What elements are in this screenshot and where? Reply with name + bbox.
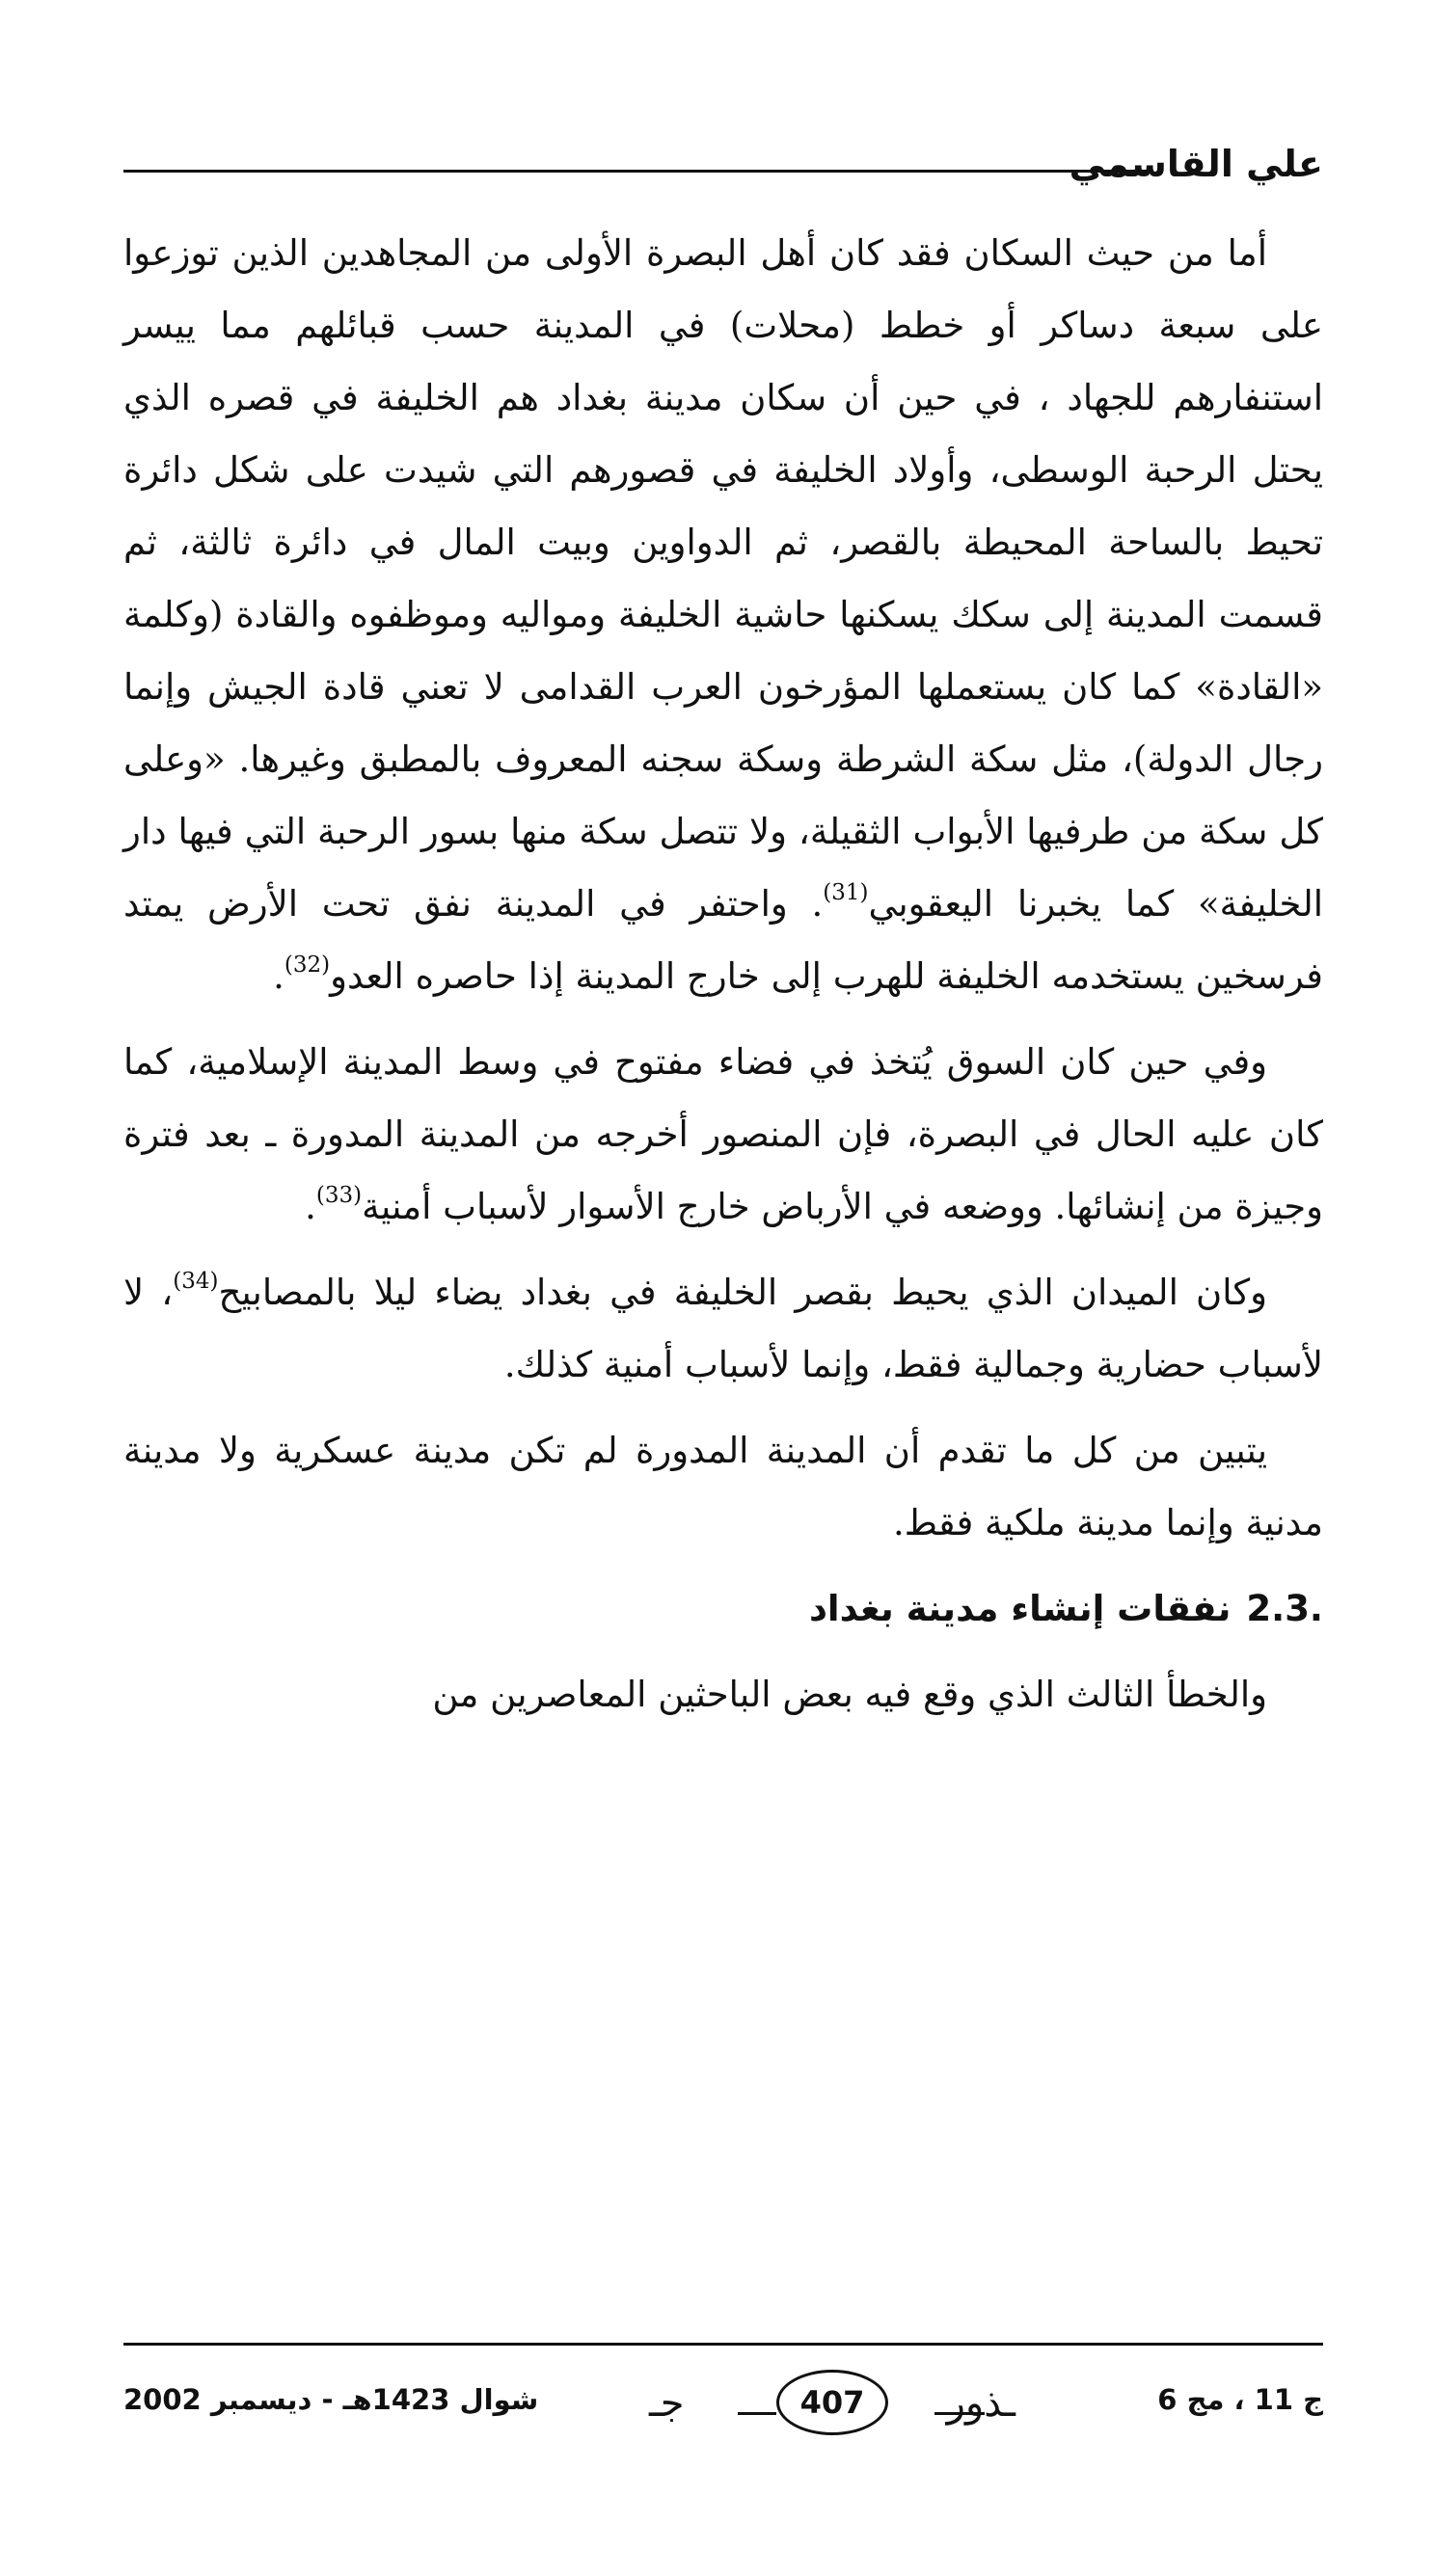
footer-rule <box>123 2343 1323 2346</box>
paragraph-text: أما من حيث السكان فقد كان أهل البصرة الأولى من المجاهدين الذين توزعوا على سبعة دساكر أو خطط (محلات) في المدينة حسب قبائلهم مما ييسر استنفارهم للجهاد ، في حين أن سكان مدينة بغداد هم الخليفة في قصره الذي يحتل الرحبة الوسطى، وأولاد الخليفة في قصورهم التي شيدت على شكل دائرة تحيط بالساحة المحيطة بالقصر، ثم الدواوين وبيت المال في دائرة ثالثة، ثم قسمت المدينة إلى سكك يسكنها حاشية الخليفة ومواليه وموظفوه والقادة (وكلمة «القادة» كما كان يستعملها المؤرخون العرب القدامى لا تعني قادة الجيش وإنما رجال الدولة)، مثل سكة الشرطة وسكة سجنه المعروف بالمطبق وغيرها. «وعلى كل سكة من طرفيها الأبواب الثقيلة، ولا تتصل سكة منها بسور الرحبة التي فيها دار الخليفة» كما يخبرنا اليعقوبي <box>123 232 1323 925</box>
header-rule <box>123 170 1150 173</box>
footnote-ref-34: (34) <box>173 1268 219 1294</box>
footer-issue: ج 11 ، مج 6 <box>1157 2383 1323 2416</box>
logo-letter: جـ <box>649 2381 685 2426</box>
paragraph-text: . <box>273 955 284 997</box>
paragraph-conclusion <box>123 1414 1323 1559</box>
paragraph-text: ، لا لأسباب حضارية وجمالية فقط، وإنما لأسباب أمنية كذلك. <box>123 1272 1323 1385</box>
page-number: 407 <box>776 2370 888 2435</box>
paragraph-population <box>123 217 1323 1012</box>
journal-logo <box>649 2364 1015 2441</box>
logo-stroke <box>738 2412 776 2415</box>
paragraph-text: . واحتفر في المدينة نفق تحت الأرض يمتد فرسخين يستخدمه الخليفة للهرب إلى خارج المدينة إذا حاصره العدو <box>123 883 1323 997</box>
paragraph-text: يتبين من كل ما تقدم أن المدينة المدورة لم تكن مدينة عسكرية ولا مدينة مدنية وإنما مدينة ملكية فقط. <box>123 1430 1323 1543</box>
paragraph-text: . <box>305 1186 316 1227</box>
paragraph-third-error <box>123 1658 1323 1731</box>
footnote-ref-32: (32) <box>284 952 331 978</box>
paragraph-market <box>123 1026 1323 1243</box>
paragraph-text: والخطأ الثالث الذي وقع فيه بعض الباحثين المعاصرين من <box>432 1674 1267 1715</box>
paragraph-text: وكان الميدان الذي يحيط بقصر الخليفة في بغداد يضاء ليلا بالمصابيح <box>218 1272 1267 1313</box>
page-footer <box>123 2362 1323 2449</box>
article-body <box>123 217 1323 1744</box>
footnote-ref-33: (33) <box>315 1182 363 1208</box>
section-heading <box>123 1572 1323 1645</box>
section-number: 2.3. <box>1246 1588 1323 1629</box>
paragraph-square <box>123 1256 1323 1401</box>
header-author: علي القاسمي <box>1069 143 1323 185</box>
footnote-ref-31: (31) <box>823 879 869 905</box>
paragraph-text: وفي حين كان السوق يُتخذ في فضاء مفتوح في وسط المدينة الإسلامية، كما كان عليه الحال في البصرة، فإن المنصور أخرجه من المدينة المدورة ـ بعد فترة وجيزة من إنشائها. ووضعه في الأرباض خارج الأسوار لأسباب أمنية <box>123 1041 1323 1227</box>
section-title: نفقات إنشاء مدينة بغداد <box>808 1588 1232 1629</box>
logo-letters: ـذور <box>946 2381 1015 2426</box>
running-header <box>123 135 1323 193</box>
footer-date: شوال 1423هـ - ديسمبر 2002 <box>123 2383 539 2416</box>
